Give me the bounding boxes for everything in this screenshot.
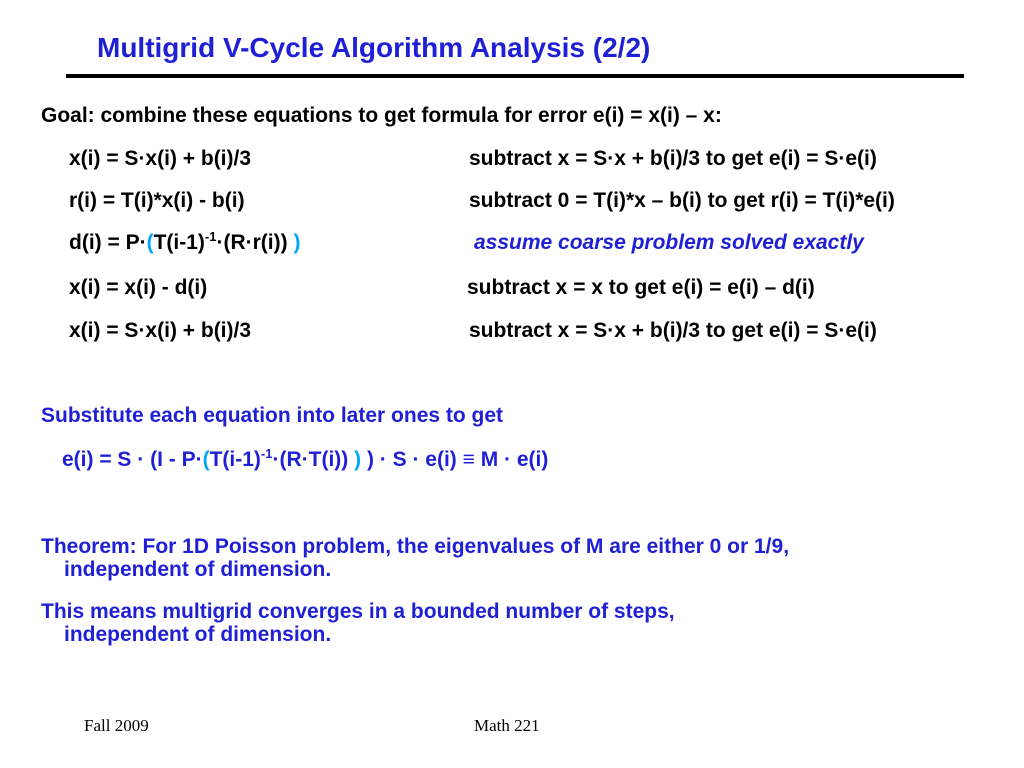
eq3-inverse-base: T(i-1) <box>153 231 205 254</box>
formula-open-paren: ( <box>202 448 210 471</box>
formula-close-paren: ) <box>348 448 362 471</box>
formula-restriction: ·(R·T(i)) <box>272 448 349 471</box>
formula-part-1: e(i) = S · (I - P· <box>62 448 203 471</box>
footer-course: Math 221 <box>474 716 540 735</box>
eq1-right: subtract x = S·x + b(i)/3 to get e(i) = S·e(i) <box>469 147 877 170</box>
footer-date: Fall 2009 <box>84 716 149 735</box>
slide-title: Multigrid V-Cycle Algorithm Analysis (2/2) <box>97 32 651 63</box>
formula-exponent: -1 <box>260 446 273 461</box>
eq3-right: assume coarse problem solved exactly <box>474 231 864 254</box>
goal-text: Goal: combine these equations to get formula for error e(i) = x(i) – x: <box>41 104 722 127</box>
eq1-left: x(i) = S·x(i) + b(i)/3 <box>69 147 252 170</box>
title-underline <box>66 74 964 78</box>
eq3-lhs: d(i) = P· <box>69 231 147 254</box>
eq3-open-paren: ( <box>146 231 154 254</box>
eq2-right: subtract 0 = T(i)*x – b(i) to get r(i) = T(i)*e(i) <box>469 189 895 212</box>
conclusion-line-2: independent of dimension. <box>64 623 332 646</box>
theorem-line-1: Theorem: For 1D Poisson problem, the eigenvalues of M are either 0 or 1/9, <box>41 535 790 558</box>
eq3-close-paren: ) <box>287 231 301 254</box>
conclusion-line-1: This means multigrid converges in a bounded number of steps, <box>41 600 675 623</box>
error-propagation-formula <box>62 448 548 472</box>
eq5-right: subtract x = S·x + b(i)/3 to get e(i) = S·e(i) <box>469 319 877 342</box>
eq2-left: r(i) = T(i)*x(i) - b(i) <box>69 189 245 212</box>
eq5-left: x(i) = S·x(i) + b(i)/3 <box>69 319 252 342</box>
eq4-left: x(i) = x(i) - d(i) <box>69 276 208 299</box>
theorem-line-2: independent of dimension. <box>64 558 332 581</box>
formula-tail: ) · S · e(i) ≡ M · e(i) <box>361 448 549 471</box>
eq4-right: subtract x = x to get e(i) = e(i) – d(i) <box>467 276 815 299</box>
formula-inverse-base: T(i-1) <box>209 448 261 471</box>
eq3-exponent: -1 <box>204 229 217 244</box>
substitute-heading: Substitute each equation into later ones to get <box>41 404 504 427</box>
eq3-left <box>69 231 300 255</box>
eq3-restriction: ·(R·r(i)) <box>216 231 288 254</box>
